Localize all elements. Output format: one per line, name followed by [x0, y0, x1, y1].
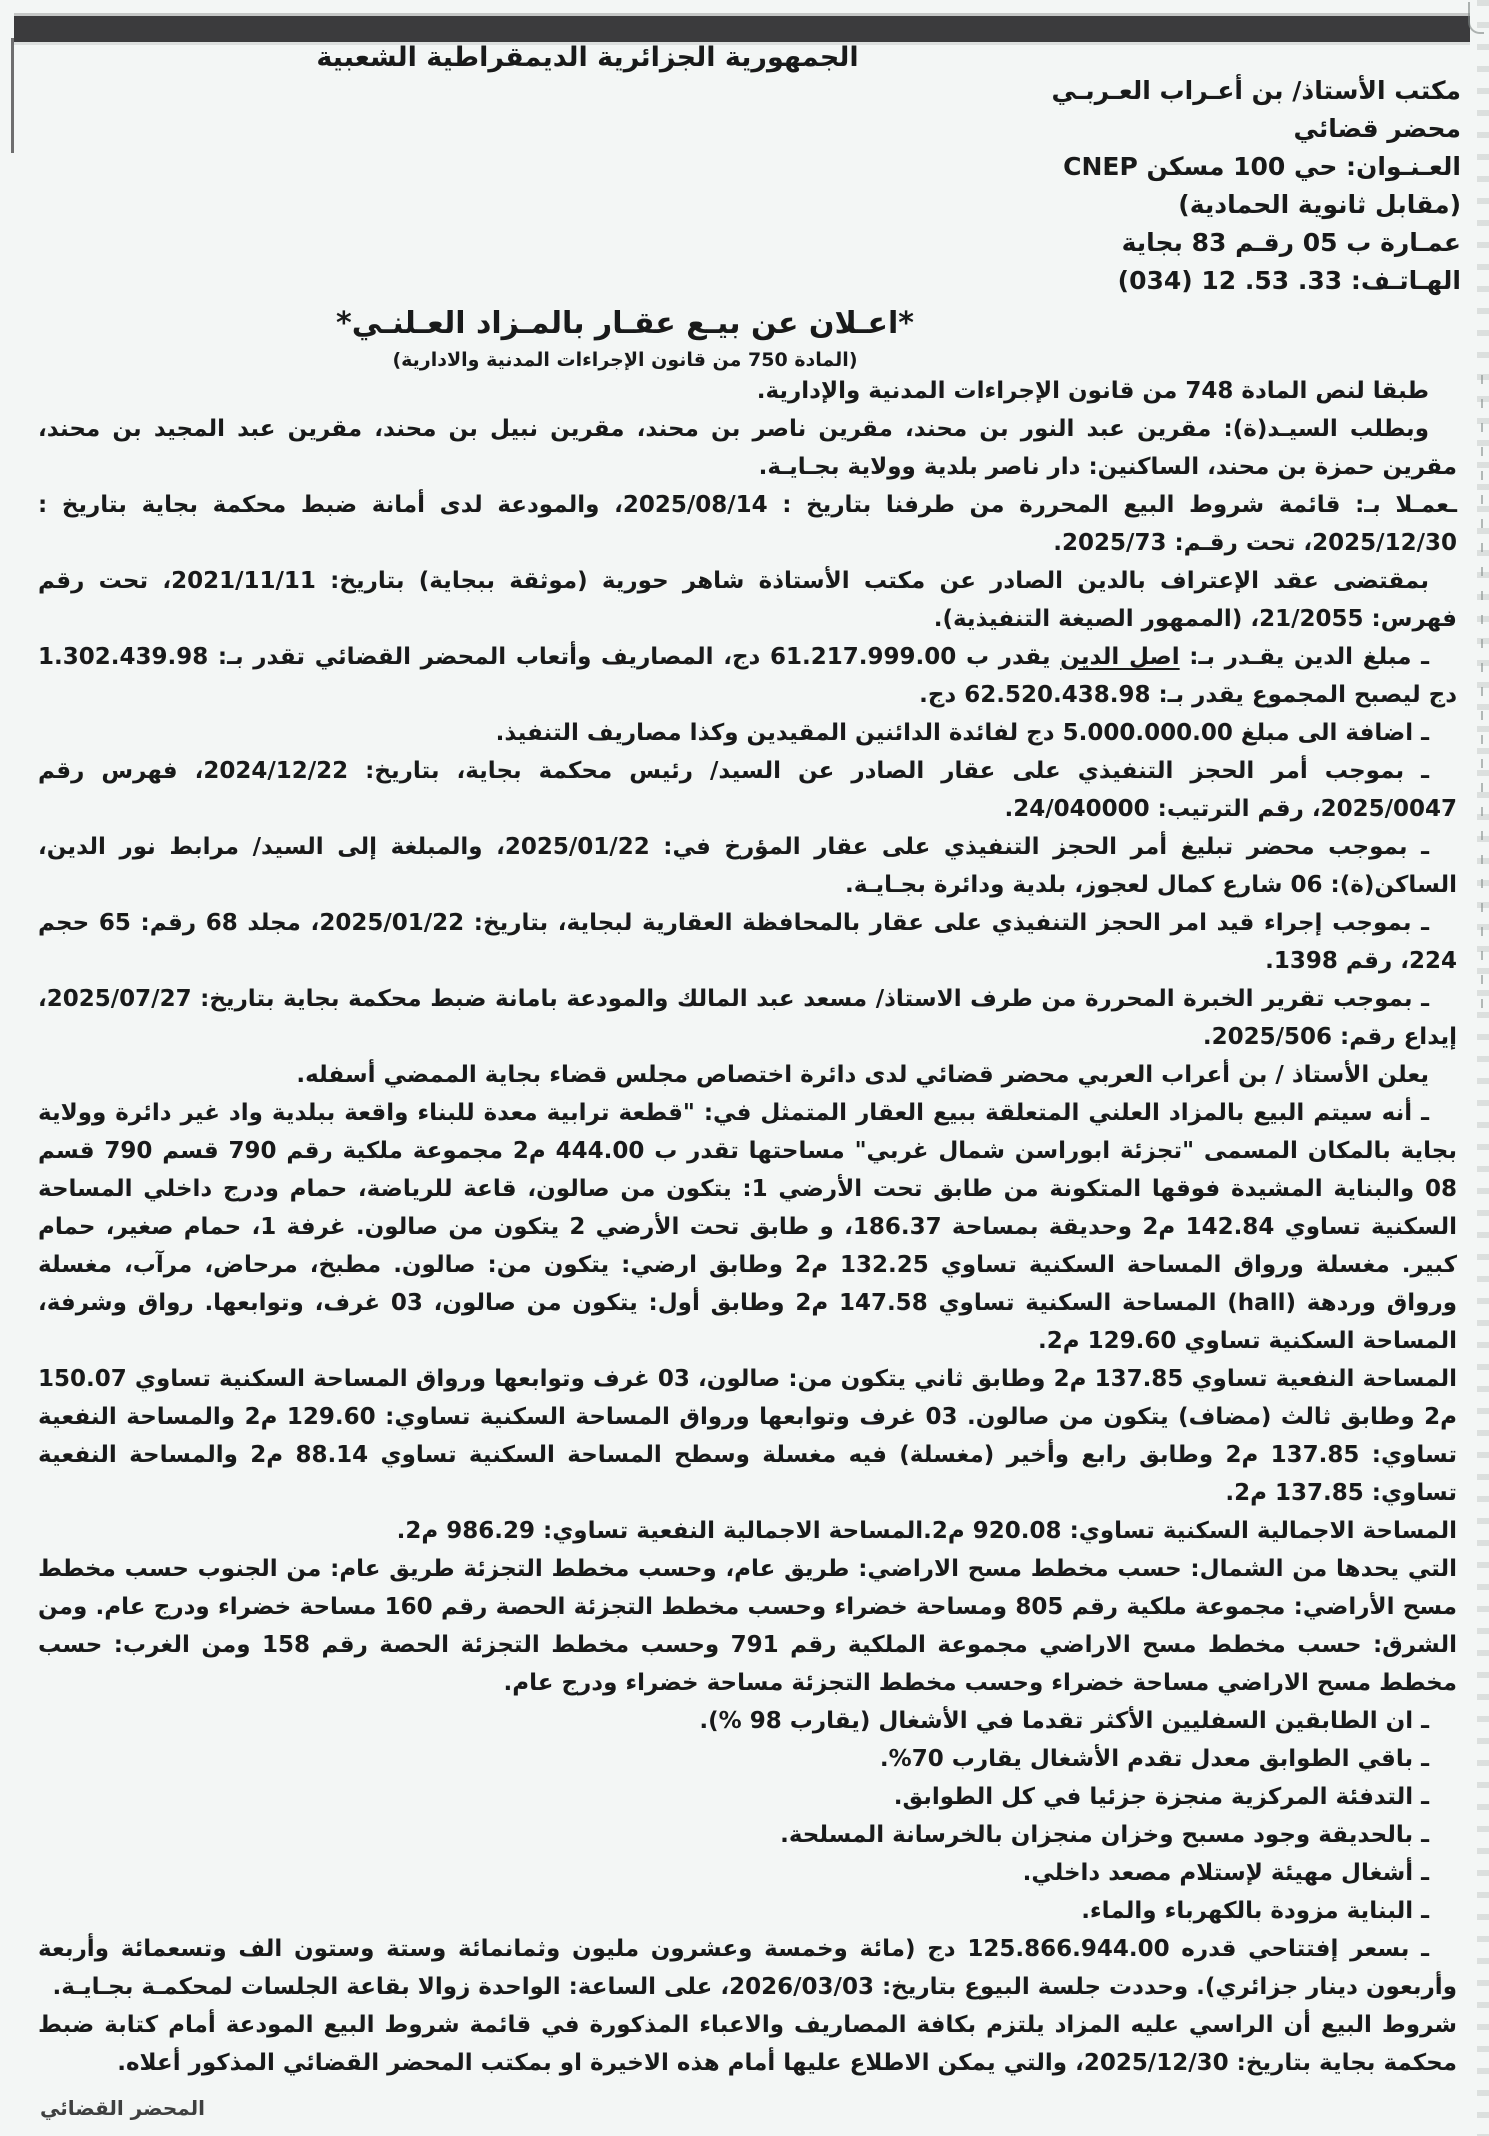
- paragraph-opening-price-session: ـ بسعر إفتتاحي قدره 125.866.944.00 دج (مائة وخمسة وعشرون مليون وثمانمائة وستة وستون الف وتسعمائة وأربعة وأربعون دينار جزائري). وحددت جلسة البيوع بتاريخ: 2026/03/03، على الساعة: الواحدة زوالا بقاعة الجلسات لمحكمـة بجـايـة.: [38, 1936, 1457, 2000]
- paragraph-bailiff-declaration: يعلن الأستاذ / بن أعراب العربي محضر قضائي لدى دائرة اختصاص مجلس قضاء بجاية الممضي أسفله.: [296, 1062, 1429, 1088]
- office-name: مكتب الأستاذ/ بن أعـراب العـربـي: [1051, 76, 1461, 105]
- paragraph-floor-areas: المساحة النفعية تساوي 137.85 م2 وطابق ثاني يتكون من: صالون، 03 غرف وتوابعها ورواق المساحة السكنية تساوي 150.07 م2 وطابق ثالث (مضاف) يتكون من صالون. 03 غرف وتوابعها ورواق المساحة السكنية تساوي: 129.60 م2 والمساحة النفعية تساوي: 137.85 م2 وطابق رابع وأخير (مغسلة) فيه مغسلة وسطح المساحة السكنية تساوي 88.14 م2 والمساحة النفعية تساوي: 137.85 م2.: [38, 1366, 1458, 1506]
- office-address-line2: (مقابل ثانوية الحمادية): [1178, 190, 1461, 219]
- list-item-elevator-works: ـ أشغال مهيئة لإستلام مصعد داخلي.: [1022, 1860, 1429, 1886]
- paragraph-seizure-registration: ـ بموجب إجراء قيد امر الحجز التنفيذي على عقار بالمحافظة العقارية لبجاية، بتاريخ: 2025/01/22، مجلد 68 رقم: 65 حجم 224، رقم 1398.: [38, 910, 1457, 974]
- signature-label: المحضر القضائي: [40, 2096, 206, 2120]
- office-phone: الهـاتـف: 33. 53. 12 (034): [1117, 266, 1461, 295]
- paragraph-debt-amount: [38, 638, 1457, 714]
- paragraph-total-areas: المساحة الاجمالية السكنية تساوي: 920.08 م2.المساحة الاجمالية النفعية تساوي: 986.29 م2.: [396, 1518, 1457, 1544]
- announcement-subtitle: (المادة 750 من قانون الإجراءات المدنية والادارية): [392, 349, 858, 371]
- republic-header: الجمهورية الجزائرية الديمقراطية الشعبية: [316, 42, 859, 73]
- office-role: محضر قضائي: [1293, 114, 1461, 143]
- paragraph-seizure-order: ـ بموجب أمر الحجز التنفيذي على عقار الصادر عن السيد/ رئيس محكمة بجاية، بتاريخ: 2024/12/22، فهرس رقم 2025/0047، رقم الترتيب: 24/040000.: [38, 758, 1457, 822]
- scan-artifact-right-dashed-line: [1481, 375, 1483, 1015]
- scan-artifact-top-bar: [14, 16, 1470, 42]
- paragraph-additional-amount: ـ اضافة الى مبلغ 5.000.000.00 دج لفائدة الدائنين المقيدين وكذا مصاريف التنفيذ.: [495, 720, 1429, 746]
- paragraph-sale-terms: شروط البيع أن الراسي عليه المزاد يلتزم بكافة المصاريف والاعباء المذكورة في قائمة شروط البيع المودعة أمام كتابة ضبط محكمة بجاية بتاريخ: 2025/12/30، والتي يمكن الاطلاع عليها أمام هذه الاخيرة او بمكتب المحضر القضائي المذكور أعلاه.: [38, 2012, 1457, 2076]
- office-address-line3: عمـارة ب 05 رقـم 83 بجاية: [1121, 228, 1461, 257]
- list-item-utilities: ـ البناية مزودة بالكهرباء والماء.: [1081, 1898, 1429, 1924]
- debt-amount-post: يقدر ب 61.217.999.00 دج، المصاريف وأتعاب المحضر القضائي تقدر بـ: 1.302.439.98 دج ليصبح المجموع يقدر بـ: 62.520.438.98 دج.: [38, 644, 1457, 708]
- paragraph-property-description: ـ أنه سيتم البيع بالمزاد العلني المتعلقة ببيع العقار المتمثل في: "قطعة ترابية معدة للبناء واقعة ببلدية واد غير دائرة وولاية بجاية بالمكان المسمى "تجزئة ابوراسن شمال غربي" مساحتها تقدر ب 444.00 م2 مجموعة ملكية رقم 790 قسم 790 قسم 08 والبناية المشيدة فوقها المتكونة من طابق تحت الأرضي 1: يتكون من صالون، قاعة للرياضة، حمام ودرج داخلي المساحة السكنية تساوي 142.84 م2 وحديقة بمساحة 186.37، و طابق تحت الأرضي 2 يتكون من صالون. غرفة 1، حمام صغير، حمام كبير. مغسلة ورواق المساحة السكنية تساوي 132.25 م2 وطابق ارضي: يتكون من: صالون. مطبخ، مرحاض، مرآب، مغسلة ورواق وردهة (hall) المساحة السكنية تساوي 147.58 م2 وطابق أول: يتكون من صالون، 03 غرف، وتوابعها. رواق وشرفة، المساحة السكنية تساوي 129.60 م2.: [38, 1100, 1458, 1354]
- paragraph-boundaries: التي يحدها من الشمال: حسب مخطط مسح الاراضي: طريق عام، وحسب مخطط التجزئة طريق عام: من الجنوب حسب مخطط مسح الأراضي: مجموعة ملكية رقم 805 ومساحة خضراء وحسب مخطط التجزئة الحصة رقم 160 مساحة خضراء ودرج عام. ومن الشرق: حسب مخطط مسح الاراضي مجموعة الملكية رقم 791 وحسب مخطط التجزئة الحصة رقم 158 ومن الغرب: حسب مخطط مسح الاراضي مساحة خضراء وحسب مخطط التجزئة مساحة خضراء ودرج عام.: [38, 1556, 1458, 1696]
- announcement-heading: [0, 306, 1250, 371]
- list-item-pool-tank: ـ بالحديقة وجود مسبح وخزان منجزان بالخرسانة المسلحة.: [780, 1822, 1429, 1848]
- office-address-line1: العـنـوان: حي 100 مسكن CNEP: [1063, 152, 1461, 181]
- paragraph-requesters: وبطلب السيـد(ة): مقرين عبد النور بن محند، مقرين ناصر بن محند، مقرين نبيل بن محند، مقرين عبد المجيد بن محند، مقرين حمزة بن محند، الساكنين: دار ناصر بلدية وولاية بجـايـة.: [38, 416, 1457, 480]
- paragraph-expert-report: ـ بموجب تقرير الخبرة المحررة من طرف الاستاذ/ مسعد عبد المالك والمودعة بامانة ضبط محكمة بجاية بتاريخ: 2025/07/27، إيداع رقم: 2025/506.: [38, 986, 1457, 1050]
- underlined-text: اصل الدين: [1060, 644, 1180, 670]
- scan-artifact-corner-squiggle: [1468, 2, 1484, 34]
- list-item-remaining-floors-progress: ـ باقي الطوابق معدل تقدم الأشغال يقارب 70%.: [879, 1746, 1429, 1772]
- scan-artifact-right-edge-noise: [1477, 0, 1489, 2136]
- paragraph-legal-basis: طبقا لنص المادة 748 من قانون الإجراءات المدنية والإدارية.: [756, 378, 1429, 404]
- paragraph-debt-deed: بمقتضى عقد الإعتراف بالدين الصادر عن مكتب الأستاذة شاهر حورية (موثقة ببجاية) بتاريخ: 2021/11/11، تحت رقم فهرس: 21/2055، (الممهور الصيغة التنفيذية).: [38, 568, 1457, 632]
- document-body: [38, 372, 1457, 2082]
- list-item-central-heating: ـ التدفئة المركزية منجزة جزئيا في كل الطوابق.: [893, 1784, 1429, 1810]
- paragraph-seizure-notification: ـ بموجب محضر تبليغ أمر الحجز التنفيذي على عقار المؤرخ في: 2025/01/22، والمبلغة إلى السيد/ مرابط نور الدين، الساكن(ة): 06 شارع كمال لعجوز، بلدية ودائرة بجـايـة.: [38, 834, 1457, 898]
- debt-amount-pre: ـ مبلغ الدين يقـدر بـ:: [1179, 644, 1430, 670]
- list-item-lower-floors-progress: ـ ان الطابقين السفليين الأكثر تقدما في الأشغال (يقارب 98 %).: [699, 1708, 1429, 1734]
- announcement-title: *اعـلان عن بيـع عقـار بالمـزاد العـلنـي*: [336, 306, 914, 341]
- bailiff-office-block: [1051, 72, 1461, 300]
- paragraph-sale-conditions-list: ـعمـلا بـ: قائمة شروط البيع المحررة من طرفنا بتاريخ : 2025/08/14، والمودعة لدى أمانة ضبط محكمة بجاية بتاريخ : 2025/12/30، تحت رقـم: 2025/73.: [38, 492, 1458, 556]
